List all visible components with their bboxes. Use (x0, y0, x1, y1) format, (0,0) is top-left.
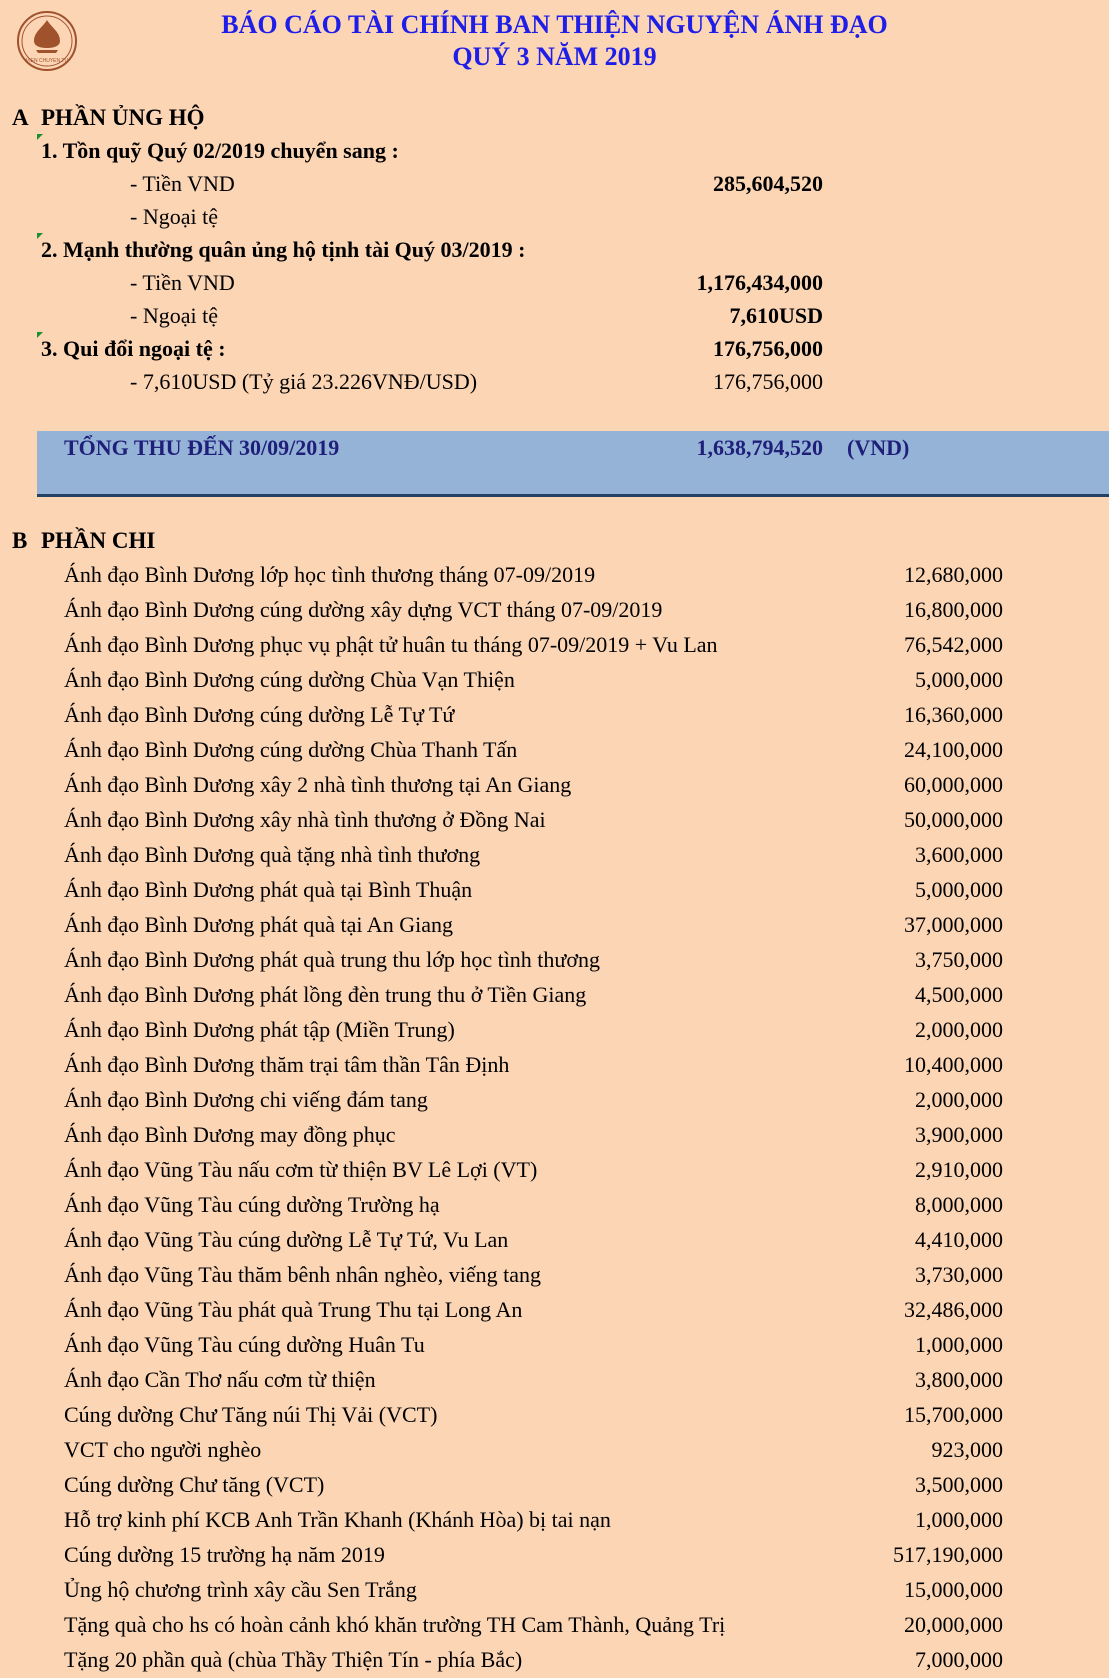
expense-label: Ánh đạo Vũng Tàu cúng dường Lễ Tự Tứ, Vu Lan (64, 1227, 509, 1252)
item3-detail-label: - 7,610USD (Tỷ giá 23.226VNĐ/USD) (130, 369, 478, 394)
expense-label: Cúng dường 15 trường hạ năm 2019 (64, 1542, 385, 1567)
expense-row (0, 1222, 1109, 1257)
expense-amount: 24,100,000 (904, 737, 1003, 762)
item3-value: 176,756,000 (713, 336, 823, 361)
expense-label: Tặng quà cho hs có hoàn cảnh khó khăn trường TH Cam Thành, Quảng Trị (64, 1612, 726, 1637)
report-subtitle: QUÝ 3 NĂM 2019 (452, 42, 657, 71)
expense-amount: 1,000,000 (915, 1507, 1003, 1532)
expense-label: Ánh đạo Bình Dương xây 2 nhà tình thương tại An Giang (64, 772, 572, 797)
expense-label: Ánh đạo Bình Dương xây nhà tình thương ở Đồng Nai (64, 807, 546, 832)
expense-row (0, 1257, 1109, 1292)
item3-row (0, 332, 1109, 366)
expense-amount: 10,400,000 (904, 1052, 1003, 1077)
expense-label: Ủng hộ chương trình xây cầu Sen Trắng (64, 1577, 417, 1602)
expense-amount: 1,000,000 (915, 1332, 1003, 1357)
expense-amount: 5,000,000 (915, 877, 1003, 902)
item2-vnd-label: - Tiền VND (130, 270, 235, 295)
item1-vnd-row (0, 167, 1109, 201)
expense-row (0, 1327, 1109, 1362)
expense-row (0, 1642, 1109, 1677)
expense-row (0, 1572, 1109, 1607)
expense-row (0, 942, 1109, 977)
expense-row (0, 1397, 1109, 1432)
expense-amount: 4,410,000 (915, 1227, 1003, 1252)
expense-label: Ánh đạo Vũng Tàu phát quà Trung Thu tại Long An (64, 1297, 523, 1322)
expense-row (0, 662, 1109, 697)
section-b-title: PHẦN CHI (41, 528, 156, 553)
expense-label: Ánh đạo Bình Dương thăm trại tâm thần Tân Định (64, 1052, 510, 1077)
expense-row (0, 1607, 1109, 1642)
expense-label: Ánh đạo Vũng Tàu thăm bênh nhân nghèo, viếng tang (64, 1262, 541, 1287)
expense-amount: 5,000,000 (915, 667, 1003, 692)
item2-fx-label: - Ngoại tệ (130, 303, 218, 328)
expense-row (0, 1432, 1109, 1467)
expense-row (0, 697, 1109, 732)
expense-row (0, 732, 1109, 767)
expense-row (0, 592, 1109, 627)
expense-label: Ánh đạo Bình Dương phát quà tại Bình Thuận (64, 877, 473, 902)
item2-row (0, 233, 1109, 267)
expense-amount: 4,500,000 (915, 982, 1003, 1007)
section-b-header (0, 524, 1109, 558)
expense-label: Ánh đạo Bình Dương cúng dường Lễ Tự Tứ (64, 702, 455, 727)
expense-row (0, 1467, 1109, 1502)
expense-label: Ánh đạo Bình Dương phục vụ phật tử huân tu tháng 07-09/2019 + Vu Lan (64, 632, 718, 657)
expense-amount: 32,486,000 (904, 1297, 1003, 1322)
expense-row (0, 1502, 1109, 1537)
expense-label: Tặng 20 phần quà (chùa Thầy Thiện Tín - phía Bắc) (64, 1647, 523, 1672)
item2-fx-row (0, 299, 1109, 333)
total-income-unit: (VND) (847, 435, 910, 460)
expense-label: Cúng dường Chư tăng (VCT) (64, 1472, 325, 1497)
expense-amount: 923,000 (931, 1437, 1003, 1462)
expense-row (0, 557, 1109, 592)
section-a-title: PHẦN ỦNG HỘ (41, 105, 205, 130)
expense-row (0, 1152, 1109, 1187)
expense-label: Ánh đạo Vũng Tàu cúng dường Huân Tu (64, 1332, 425, 1357)
item3-detail-value: 176,756,000 (713, 369, 823, 394)
item1-fx-label: - Ngoại tệ (130, 204, 218, 229)
expense-amount: 7,000,000 (915, 1647, 1003, 1672)
expense-row (0, 767, 1109, 802)
expense-row (0, 1117, 1109, 1152)
expense-amount: 2,000,000 (915, 1087, 1003, 1112)
expense-label: Ánh đạo Bình Dương cúng dường Chùa Vạn Thiện (64, 667, 515, 692)
expense-row (0, 1082, 1109, 1117)
expense-row (0, 1047, 1109, 1082)
expense-label: Ánh đạo Cần Thơ nấu cơm từ thiện (64, 1367, 376, 1392)
expense-row (0, 1537, 1109, 1572)
expense-amount: 2,910,000 (915, 1157, 1003, 1182)
expense-label: Ánh đạo Bình Dương quà tặng nhà tình thương (64, 842, 481, 867)
item1-fx-row (0, 200, 1109, 234)
expense-amount: 12,680,000 (904, 562, 1003, 587)
item2-label: 2. Mạnh thường quân ủng hộ tịnh tài Quý 03/2019 : (41, 237, 526, 262)
expense-label: Ánh đạo Vũng Tàu nấu cơm từ thiện BV Lê Lợi (VT) (64, 1157, 538, 1182)
expense-label: Ánh đạo Bình Dương chi viếng đám tang (64, 1087, 428, 1112)
expense-label: Ánh đạo Bình Dương phát tập (Miền Trung) (64, 1017, 455, 1042)
expense-amount: 15,000,000 (904, 1577, 1003, 1602)
item2-fx-value: 7,610USD (729, 303, 823, 328)
expense-amount: 8,000,000 (915, 1192, 1003, 1217)
expense-amount: 517,190,000 (893, 1542, 1003, 1567)
expense-row (0, 837, 1109, 872)
expense-amount: 16,360,000 (904, 702, 1003, 727)
expense-amount: 3,800,000 (915, 1367, 1003, 1392)
expense-label: Ánh đạo Bình Dương phát lồng đèn trung thu ở Tiền Giang (64, 982, 587, 1007)
item2-vnd-value: 1,176,434,000 (696, 270, 823, 295)
expense-amount: 3,500,000 (915, 1472, 1003, 1497)
item3-detail-row (0, 365, 1109, 399)
expense-amount: 3,900,000 (915, 1122, 1003, 1147)
expense-label: Ánh đạo Bình Dương cúng dường Chùa Thanh Tấn (64, 737, 518, 762)
item1-vnd-label: - Tiền VND (130, 171, 235, 196)
expense-label: VCT cho người nghèo (64, 1437, 262, 1462)
total-income-value: 1,638,794,520 (696, 435, 823, 460)
expense-row (0, 872, 1109, 907)
expense-row (0, 1292, 1109, 1327)
expense-amount: 20,000,000 (904, 1612, 1003, 1637)
expense-amount: 50,000,000 (904, 807, 1003, 832)
report-title: BÁO CÁO TÀI CHÍNH BAN THIỆN NGUYỆN ÁNH ĐẠO (221, 10, 888, 39)
expense-amount: 60,000,000 (904, 772, 1003, 797)
expense-row (0, 1187, 1109, 1222)
item1-vnd-value: 285,604,520 (713, 171, 823, 196)
expense-label: Ánh đạo Vũng Tàu cúng dường Trường hạ (64, 1192, 440, 1217)
expense-label: Ánh đạo Bình Dương lớp học tình thương tháng 07-09/2019 (64, 562, 596, 587)
expense-amount: 76,542,000 (904, 632, 1003, 657)
logo-text: VIEN CHUYEN TU (25, 58, 69, 64)
expense-amount: 3,730,000 (915, 1262, 1003, 1287)
expense-label: Ánh đạo Bình Dương phát quà tại An Giang (64, 912, 453, 937)
expense-label: Hỗ trợ kinh phí KCB Anh Trần Khanh (Khánh Hòa) bị tai nạn (64, 1507, 611, 1532)
expense-label: Ánh đạo Bình Dương phát quà trung thu lớp học tình thương (64, 947, 600, 972)
section-b-letter: B (12, 528, 28, 553)
expense-row (0, 802, 1109, 837)
item2-vnd-row (0, 266, 1109, 300)
item1-row (0, 134, 1109, 168)
item3-label: 3. Qui đổi ngoại tệ : (41, 336, 226, 361)
total-income-band (37, 431, 1109, 497)
expense-amount: 2,000,000 (915, 1017, 1003, 1042)
item1-label: 1. Tồn quỹ Quý 02/2019 chuyển sang : (41, 138, 399, 163)
expense-row (0, 977, 1109, 1012)
expense-amount: 37,000,000 (904, 912, 1003, 937)
expense-row (0, 627, 1109, 662)
expense-row (0, 1012, 1109, 1047)
expense-label: Ánh đạo Bình Dương cúng dường xây dựng VCT tháng 07-09/2019 (64, 597, 663, 622)
expense-row (0, 907, 1109, 942)
section-a-header (0, 101, 1109, 135)
expense-amount: 3,600,000 (915, 842, 1003, 867)
expense-amount: 15,700,000 (904, 1402, 1003, 1427)
expense-amount: 3,750,000 (915, 947, 1003, 972)
expense-label: Ánh đạo Bình Dương may đồng phục (64, 1122, 396, 1147)
expense-row (0, 1362, 1109, 1397)
total-income-label: TỔNG THU ĐẾN 30/09/2019 (64, 435, 340, 460)
expense-amount: 16,800,000 (904, 597, 1003, 622)
section-a-letter: A (12, 105, 29, 130)
expense-label: Cúng dường Chư Tăng núi Thị Vải (VCT) (64, 1402, 438, 1427)
